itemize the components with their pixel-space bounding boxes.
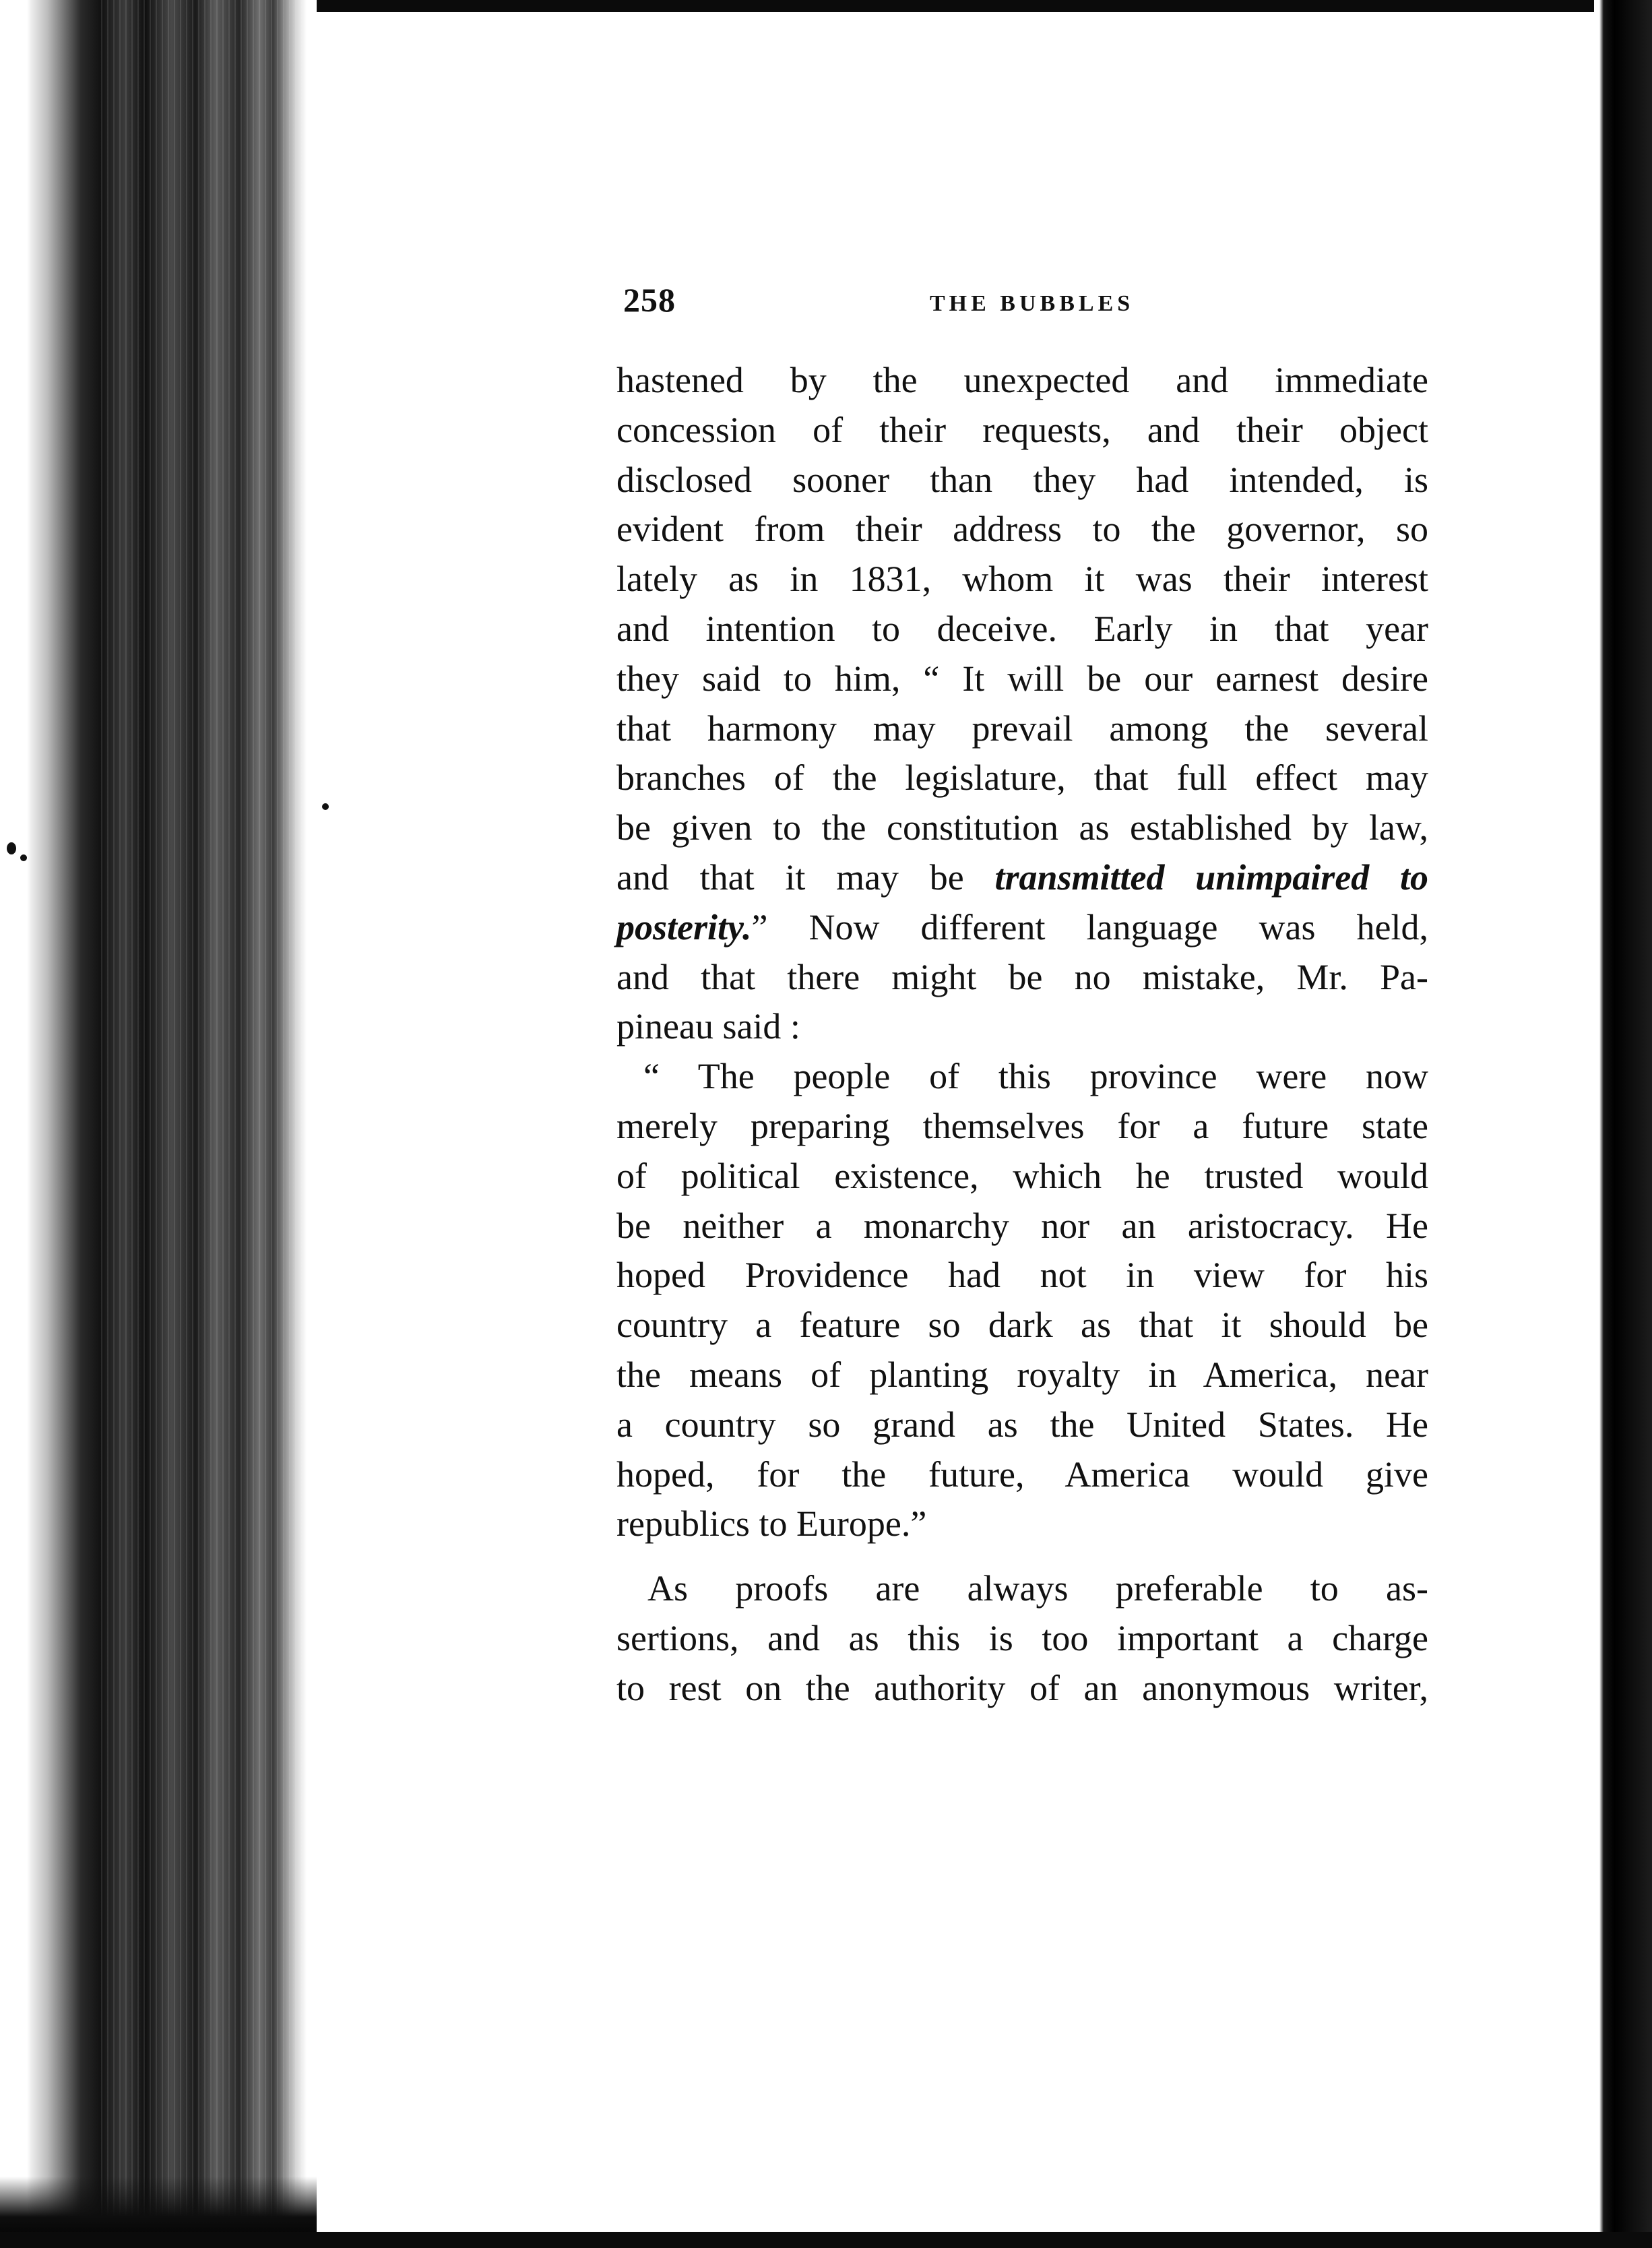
text-line: hoped Providence had not in view for his: [616, 1255, 1428, 1296]
text-line: republics to Europe.”: [616, 1503, 927, 1544]
text-line: be neither a monarchy nor an aristocracy. He: [616, 1205, 1428, 1246]
text-line: sertions, and as this is too important a charge: [616, 1617, 1428, 1658]
text-line: [616, 903, 1428, 953]
body-text: [616, 356, 1428, 1714]
text-line: and intention to deceive. Early in that year: [616, 608, 1428, 649]
text-line: concession of their requests, and their object: [616, 409, 1428, 450]
text-line: a country so grand as the United States. He: [616, 1404, 1428, 1445]
facing-page-edge: [1594, 0, 1652, 2248]
text-line: to rest on the authority of an anonymous writer,: [616, 1667, 1428, 1708]
italic-emphasis: posterity.: [616, 906, 752, 947]
text-line: hastened by the unexpected and immediate: [616, 360, 1428, 400]
text-line: and that there might be no mistake, Mr. Pa-: [616, 956, 1428, 997]
italic-emphasis: transmitted unimpaired to: [994, 856, 1428, 898]
running-head: THE BUBBLES: [930, 291, 1135, 316]
text-line: [616, 853, 1428, 903]
text-line: be given to the constitution as established by law,: [616, 807, 1428, 848]
paragraph-gap: [616, 1549, 1428, 1564]
paragraph: [616, 1564, 1428, 1713]
ink-speck: [322, 803, 329, 810]
text-line: As proofs are always preferable to as-: [647, 1568, 1428, 1609]
page-number: 258: [623, 281, 676, 319]
text-line: branches of the legislature, that full effect may: [616, 757, 1428, 799]
text-line: evident from their address to the governor, so: [616, 509, 1428, 550]
paragraph: [616, 356, 1428, 1052]
page-edge-stack: [101, 0, 303, 2248]
text-line: that harmony may prevail among the several: [616, 708, 1428, 749]
text-line: of political existence, which he trusted would: [616, 1155, 1428, 1196]
scan-bottom-border: [0, 2232, 1652, 2248]
ink-speck: [7, 842, 16, 854]
text-line: “ The people of this province were now: [643, 1056, 1428, 1097]
quotation-paragraph: [616, 1052, 1428, 1549]
text-line: country a feature so dark as that it should be: [616, 1305, 1428, 1346]
ink-speck: [20, 854, 27, 861]
page-header: [623, 280, 1425, 334]
text-line: hoped, for the future, America would give: [616, 1454, 1428, 1495]
text-run: and that it may be: [616, 856, 964, 898]
text-line: pineau said :: [616, 1006, 800, 1047]
text-line: merely preparing themselves for a future state: [616, 1105, 1428, 1146]
text-line: disclosed sooner than they had intended, is: [616, 459, 1428, 500]
text-line: lately as in 1831, whom it was their interest: [616, 559, 1428, 600]
text-line: they said to him, “ It will be our earnest desire: [616, 658, 1428, 699]
text-run: ” Now different language was held,: [751, 906, 1428, 947]
text-line: the means of planting royalty in America, near: [616, 1354, 1428, 1395]
